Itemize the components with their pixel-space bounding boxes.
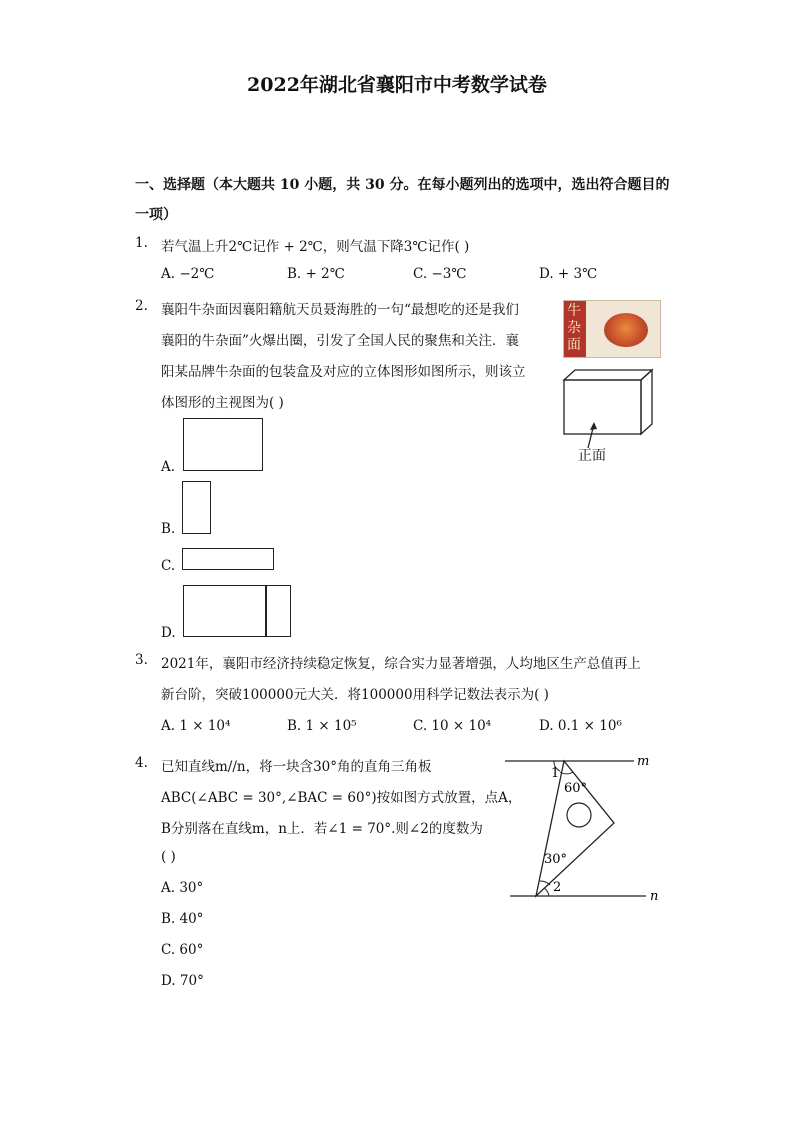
q2-option-d: D. <box>161 625 176 641</box>
q2-option-a-shape <box>183 418 263 471</box>
q2-option-b: B. <box>161 521 176 537</box>
q3-number: 3. <box>135 652 148 668</box>
angle60-label: 60° <box>564 781 588 796</box>
q2-option-d-divider <box>265 585 267 637</box>
q3-option-d: D. 0.1 × 10⁶ <box>539 718 622 734</box>
q2-option-b-shape <box>182 481 211 534</box>
angle1-label: 1 <box>551 766 560 781</box>
triangle-parallel-lines-figure <box>500 745 670 910</box>
q2-line-3: 阳某品牌牛杂面的包装盒及对应的立体图形如图所示，则该立 <box>161 364 526 380</box>
triangle-hole <box>567 803 591 827</box>
line-n-label: n <box>650 889 659 904</box>
q1-option-b: B. + 2℃ <box>287 266 345 282</box>
q4-line-1: 已知直线m//n，将一块含30°角的直角三角板 <box>161 759 432 775</box>
q2-option-a: A. <box>161 459 176 475</box>
q2-option-c: C. <box>161 558 176 574</box>
q4-option-d: D. 70° <box>161 973 204 989</box>
q4-line-2: ABC(∠ABC = 30°,∠BAC = 60°)按如图方式放置，点A， <box>161 790 522 806</box>
front-view-label: 正面 <box>578 448 606 464</box>
q1-option-a: A. −2℃ <box>161 266 215 282</box>
q3-option-a: A. 1 × 10⁴ <box>161 718 231 734</box>
section-heading: 一、选择题（本大题共 10 小题，共 30 分。在每小题列出的选项中，选出符合题目的 <box>135 177 670 193</box>
q2-line-4: 体图形的主视图为( ) <box>161 395 284 411</box>
q4-line-3: B分别落在直线m，n上．若∠1 = 70°.则∠2的度数为 <box>161 821 483 837</box>
q2-number: 2. <box>135 298 148 314</box>
page-title: 2022年湖北省襄阳市中考数学试卷 <box>247 74 547 96</box>
q2-line-2: 襄阳的牛杂面”火爆出圈，引发了全国人民的聚焦和关注．襄 <box>161 333 519 349</box>
box-3d-figure <box>560 368 660 468</box>
q4-line-4: ( ) <box>161 849 176 865</box>
q2-option-c-shape <box>182 548 274 570</box>
package-brand-text: 牛杂面 <box>567 303 581 353</box>
q4-option-a: A. 30° <box>161 880 204 896</box>
noodle-bowl-icon <box>604 313 648 347</box>
q3-option-c: C. 10 × 10⁴ <box>413 718 492 734</box>
angle2-label: 2 <box>553 880 562 895</box>
q3-option-b: B. 1 × 10⁵ <box>287 718 357 734</box>
q1-number: 1. <box>135 235 148 251</box>
q4-option-b: B. 40° <box>161 911 204 927</box>
angle2-arc <box>544 888 549 896</box>
angle30-label: 30° <box>544 852 568 867</box>
q2-option-d-shape <box>183 585 291 637</box>
q1-option-c: C. −3℃ <box>413 266 467 282</box>
section-heading-cont: 一项） <box>135 207 177 223</box>
q4-number: 4. <box>135 755 148 771</box>
q3-line-1: 2021年，襄阳市经济持续稳定恢复，综合实力显著增强，人均地区生产总值再上 <box>161 656 641 672</box>
q2-line-1: 襄阳牛杂面因襄阳籍航天员聂海胜的一句“最想吃的还是我们 <box>161 302 519 318</box>
q3-line-2: 新台阶，突破100000元大关．将100000用科学记数法表示为( ) <box>161 687 549 703</box>
line-m-label: m <box>637 754 650 769</box>
q4-option-c: C. 60° <box>161 942 204 958</box>
q1-text: 若气温上升2℃记作 + 2℃，则气温下降3℃记作( ) <box>161 239 470 255</box>
q1-option-d: D. + 3℃ <box>539 266 598 282</box>
noodle-package-image <box>563 300 661 358</box>
